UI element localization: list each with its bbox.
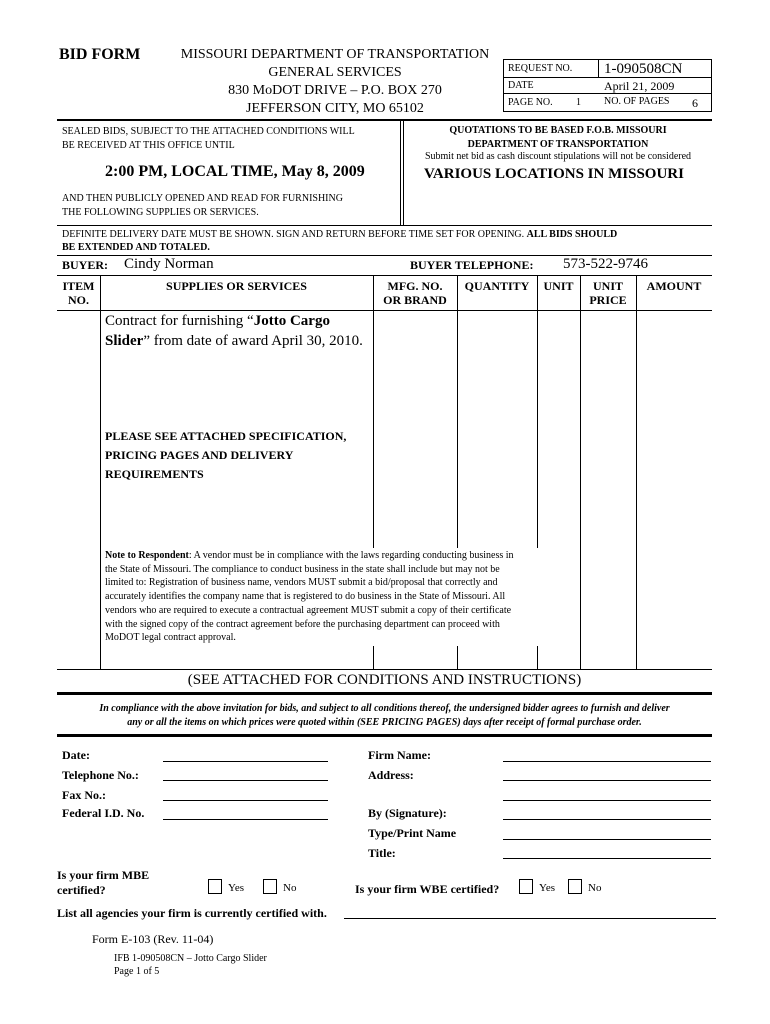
sealed-bids-line2: BE RECEIVED AT THIS OFFICE UNTIL	[62, 140, 235, 151]
col-amount: AMOUNT	[646, 279, 702, 293]
mbe-question: Is your firm MBE certified?	[57, 868, 150, 897]
product-name: Jotto Cargo	[253, 313, 330, 329]
agency-street: 830 MoDOT DRIVE – P.O. BOX 270	[228, 83, 442, 98]
sealed-bids-line3: AND THEN PUBLICLY OPENED AND READ FOR FURNISHING	[62, 193, 343, 204]
federal-id-field[interactable]	[163, 819, 328, 820]
sealed-bids-line4: THE FOLLOWING SUPPLIES OR SERVICES.	[62, 207, 259, 218]
federal-id-field-label: Federal I.D. No.	[62, 806, 145, 820]
date-label: DATE	[508, 80, 534, 91]
net-bid-note: Submit net bid as cash discount stipulations will not be considered	[424, 151, 692, 162]
compliance-statement: In compliance with the above invitation for bids, and subject to all conditions thereof, the undersigned bidder agrees to furnish and deliver any or all the items on which prices were quoted within (SEE PRICING PAGES) days after receipt of formal purchase order.	[99, 703, 670, 728]
agency-city: JEFFERSON CITY, MO 65102	[246, 101, 424, 116]
signature-field[interactable]	[503, 819, 711, 820]
date-field[interactable]	[163, 761, 328, 762]
date-value: April 21, 2009	[604, 79, 675, 93]
date-field-label: Date:	[62, 748, 90, 762]
bid-deadline: 2:00 PM, LOCAL TIME, May 8, 2009	[105, 163, 365, 180]
page-count: Page 1 of 5	[114, 966, 160, 977]
see-attached-spec: PLEASE SEE ATTACHED SPECIFICATION, PRICING PAGES AND DELIVERY REQUIREMENTS	[105, 429, 347, 481]
see-attached-conditions: (SEE ATTACHED FOR CONDITIONS AND INSTRUCTIONS)	[187, 672, 582, 688]
col-mfg: MFG. NO. OR BRAND	[383, 279, 447, 307]
ifb-reference: IFB 1-090508CN – Jotto Cargo Slider	[114, 953, 267, 964]
form-number: Form E-103 (Rev. 11-04)	[92, 932, 214, 946]
type-print-name-field[interactable]	[503, 839, 711, 840]
wbe-yes-label: Yes	[539, 882, 556, 894]
delivery-locations: VARIOUS LOCATIONS IN MISSOURI	[424, 166, 684, 182]
quotations-line2: DEPARTMENT OF TRANSPORTATION	[467, 139, 649, 150]
firm-name-label: Firm Name:	[368, 748, 431, 762]
fax-field-label: Fax No.:	[62, 788, 106, 802]
buyer-name: Cindy Norman	[124, 256, 214, 272]
col-supplies: SUPPLIES OR SERVICES	[166, 279, 307, 293]
sealed-bids-line1: SEALED BIDS, SUBJECT TO THE ATTACHED CONDITIONS WILL	[62, 126, 355, 137]
agencies-label: List all agencies your firm is currently certified with.	[57, 906, 327, 920]
address-field-2[interactable]	[503, 800, 711, 801]
col-quantity: QUANTITY	[464, 279, 530, 293]
no-of-pages-label: NO. OF PAGES	[604, 96, 670, 107]
footer-ifb	[114, 952, 267, 978]
agency-division: GENERAL SERVICES	[268, 65, 402, 80]
request-no-label: REQUEST NO.	[508, 63, 573, 74]
quotations-line1: QUOTATIONS TO BE BASED F.O.B. MISSOURI	[449, 125, 667, 136]
no-of-pages-value: 6	[692, 96, 698, 110]
title-label: Title:	[368, 846, 396, 860]
page-no-label: PAGE NO.	[508, 97, 553, 108]
agency-address	[160, 46, 510, 118]
wbe-yes-checkbox[interactable]	[519, 879, 533, 894]
wbe-no-label: No	[588, 882, 602, 894]
note-label: Note to Respondent	[105, 550, 189, 561]
request-no-value: 1-090508CN	[604, 61, 683, 77]
address-field-1[interactable]	[503, 780, 711, 781]
col-unit: UNIT	[543, 279, 574, 293]
buyer-phone-label: BUYER TELEPHONE:	[410, 258, 534, 272]
agencies-field[interactable]	[344, 918, 716, 919]
mbe-yes-checkbox[interactable]	[208, 879, 222, 894]
quotations-text	[404, 124, 712, 152]
page-no-value: 1	[576, 97, 581, 108]
delivery-notice	[62, 228, 712, 254]
telephone-field[interactable]	[163, 780, 328, 781]
address-label: Address:	[368, 768, 414, 782]
telephone-field-label: Telephone No.:	[62, 768, 139, 782]
fax-field[interactable]	[163, 800, 328, 801]
wbe-no-checkbox[interactable]	[568, 879, 582, 894]
sealed-bids-text	[62, 125, 355, 153]
form-title: BID FORM	[59, 46, 141, 63]
title-field[interactable]	[503, 858, 711, 859]
mbe-no-label: No	[283, 882, 297, 894]
delivery-notice-bold: ALL BIDS SHOULD	[526, 229, 618, 240]
mbe-no-checkbox[interactable]	[263, 879, 277, 894]
col-unit-price: UNIT PRICE	[589, 279, 627, 307]
firm-name-field[interactable]	[503, 761, 711, 762]
sealed-bids-text-2	[62, 192, 343, 220]
note-to-respondent: Note to Respondent: A vendor must be in compliance with the laws regarding conducting business in the State of Missouri. The compliance to conduct business in the state shall include but may not be limited to: Registration of business name, vendors MUST submit a bid/proposal that correctly and accurately identifies the company name that is registered to do business in the State of Missouri. All vendors who are required to execute a contractual agreement MUST submit a copy of their certificate with the signed copy of the contract agreement before the purchasing department can proceed with MoDOT legal contract approval.	[105, 548, 577, 646]
contract-description: Contract for furnishing “Jotto Cargo Slider” from date of award April 30, 2010.	[105, 313, 363, 349]
delivery-notice-line2: BE EXTENDED AND TOTALED.	[62, 242, 210, 253]
delivery-notice-text: DEFINITE DELIVERY DATE MUST BE SHOWN. SIGN AND RETURN BEFORE TIME SET FOR OPENING.	[62, 229, 525, 240]
agency-name: MISSOURI DEPARTMENT OF TRANSPORTATION	[180, 47, 490, 62]
buyer-phone: 573-522-9746	[563, 256, 648, 272]
signature-label: By (Signature):	[368, 806, 447, 820]
mbe-yes-label: Yes	[228, 882, 245, 894]
wbe-question: Is your firm WBE certified?	[355, 882, 500, 896]
type-print-name-label: Type/Print Name	[368, 826, 457, 840]
buyer-label: BUYER:	[62, 258, 109, 272]
col-item-no: ITEM NO.	[62, 279, 95, 307]
